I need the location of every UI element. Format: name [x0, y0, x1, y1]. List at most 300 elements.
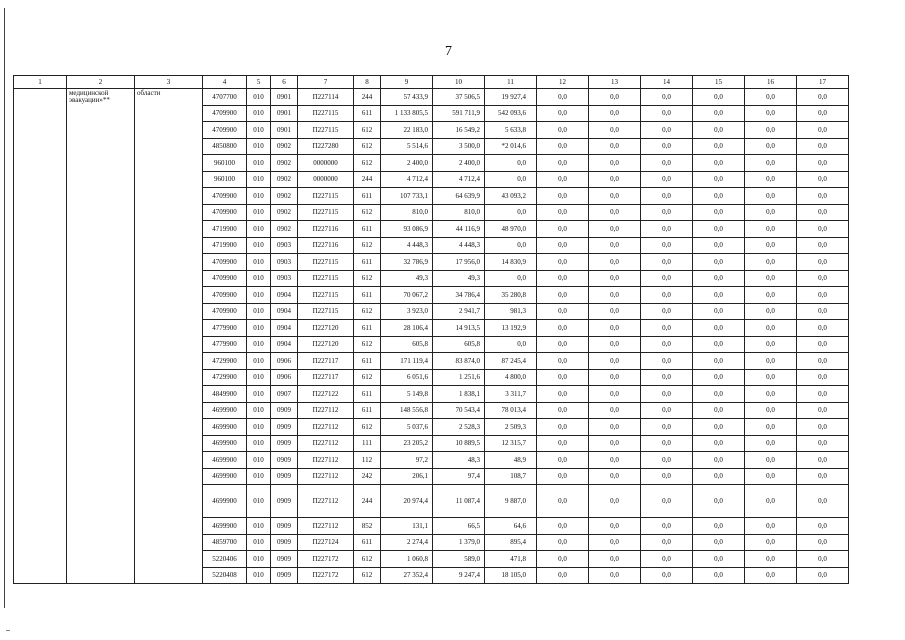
- left-margin-rule: [4, 8, 5, 608]
- table-cell: 0000000: [298, 171, 354, 188]
- table-cell: 0,0: [537, 353, 589, 370]
- table-cell: 244: [354, 89, 381, 106]
- table-cell: 0,0: [745, 221, 797, 238]
- table-cell: 18 105,0: [485, 567, 537, 584]
- table-cell: П227112: [298, 452, 354, 469]
- table-cell: 17 956,0: [433, 254, 485, 271]
- table-cell: 010: [247, 204, 271, 221]
- table-cell: 0909: [271, 551, 298, 568]
- table-cell: 4849900: [203, 386, 247, 403]
- table-cell: 4709900: [203, 270, 247, 287]
- table-cell: 66,5: [433, 518, 485, 535]
- table-cell: 0,0: [485, 237, 537, 254]
- table-cell: 960100: [203, 155, 247, 172]
- table-cell: 471,8: [485, 551, 537, 568]
- table-cell: 4699900: [203, 485, 247, 518]
- table-cell: 0902: [271, 155, 298, 172]
- table-cell: 010: [247, 105, 271, 122]
- table-cell: 0909: [271, 452, 298, 469]
- table-cell: 010: [247, 551, 271, 568]
- table-cell: 12 315,7: [485, 435, 537, 452]
- table-cell: 0901: [271, 105, 298, 122]
- table-cell: 0,0: [537, 105, 589, 122]
- table-cell: 0,0: [641, 452, 693, 469]
- table-cell: 612: [354, 567, 381, 584]
- table-cell: 27 352,4: [381, 567, 433, 584]
- table-cell: 13 192,9: [485, 320, 537, 337]
- table-cell: 0,0: [485, 171, 537, 188]
- table-cell: 48,9: [485, 452, 537, 469]
- table-cell: 0,0: [537, 435, 589, 452]
- table-cell: 0,0: [537, 122, 589, 139]
- table-cell: 0,0: [589, 534, 641, 551]
- table-cell: 4709900: [203, 287, 247, 304]
- table-cell: 0,0: [589, 155, 641, 172]
- table-cell: 010: [247, 485, 271, 518]
- table-cell: П227115: [298, 287, 354, 304]
- table-cell: 0,0: [693, 452, 745, 469]
- table-cell: 0904: [271, 320, 298, 337]
- table-cell: 0,0: [641, 419, 693, 436]
- table-cell: 0,0: [797, 204, 849, 221]
- table-cell: 4709900: [203, 303, 247, 320]
- table-cell: 0909: [271, 518, 298, 535]
- table-cell: 111: [354, 435, 381, 452]
- table-cell: 23 205,2: [381, 435, 433, 452]
- table-cell: 4699900: [203, 452, 247, 469]
- table-cell: 0,0: [641, 336, 693, 353]
- table-cell: 0907: [271, 386, 298, 403]
- table-cell: 0,0: [537, 551, 589, 568]
- table-cell: 11 087,4: [433, 485, 485, 518]
- table-cell: 10 889,5: [433, 435, 485, 452]
- table-cell: П227116: [298, 221, 354, 238]
- table-cell: 0,0: [641, 171, 693, 188]
- table-cell: 612: [354, 419, 381, 436]
- table-cell: 0,0: [641, 188, 693, 205]
- cell-col1: [14, 89, 67, 584]
- table-cell: 0,0: [745, 270, 797, 287]
- table-cell: 0,0: [589, 353, 641, 370]
- table-cell: 0,0: [641, 122, 693, 139]
- table-cell: 0903: [271, 270, 298, 287]
- cell-col2-name: медицинской эвакуации»**: [67, 89, 135, 584]
- table-cell: 612: [354, 303, 381, 320]
- table-cell: 010: [247, 254, 271, 271]
- table-cell: 0,0: [589, 105, 641, 122]
- table-cell: 112: [354, 452, 381, 469]
- table-cell: 0,0: [745, 402, 797, 419]
- table-cell: 0,0: [693, 336, 745, 353]
- column-header: 1: [14, 76, 67, 89]
- column-header: 12: [537, 76, 589, 89]
- table-cell: 242: [354, 468, 381, 485]
- table-cell: 010: [247, 534, 271, 551]
- table-cell: 0,0: [745, 518, 797, 535]
- table-cell: 0909: [271, 534, 298, 551]
- table-cell: 70 067,2: [381, 287, 433, 304]
- table-cell: 0,0: [641, 518, 693, 535]
- table-cell: 0,0: [797, 188, 849, 205]
- table-cell: 0,0: [693, 89, 745, 106]
- budget-table: [13, 75, 849, 584]
- table-cell: 2 274,4: [381, 534, 433, 551]
- table-cell: 0,0: [537, 221, 589, 238]
- table-cell: 0,0: [797, 402, 849, 419]
- table-cell: 4779900: [203, 336, 247, 353]
- table-cell: 4719900: [203, 221, 247, 238]
- table-cell: 4709900: [203, 188, 247, 205]
- table-cell: 010: [247, 155, 271, 172]
- table-cell: 0,0: [641, 353, 693, 370]
- table-cell: 0902: [271, 138, 298, 155]
- table-cell: 010: [247, 89, 271, 106]
- table-cell: 0,0: [693, 122, 745, 139]
- table-cell: 37 506,5: [433, 89, 485, 106]
- table-cell: 611: [354, 105, 381, 122]
- table-cell: 542 093,6: [485, 105, 537, 122]
- table-cell: 0,0: [589, 567, 641, 584]
- table-cell: 0,0: [797, 171, 849, 188]
- table-cell: 0,0: [641, 567, 693, 584]
- table-cell: 70 543,4: [433, 402, 485, 419]
- table-cell: 0,0: [745, 369, 797, 386]
- table-cell: 0,0: [797, 105, 849, 122]
- table-cell: 244: [354, 485, 381, 518]
- table-cell: 0903: [271, 254, 298, 271]
- table-cell: 107 733,1: [381, 188, 433, 205]
- table-cell: 4707700: [203, 89, 247, 106]
- table-cell: 0904: [271, 287, 298, 304]
- table-cell: П227120: [298, 320, 354, 337]
- table-cell: 4 800,0: [485, 369, 537, 386]
- table-cell: 2 400,0: [433, 155, 485, 172]
- table-cell: 612: [354, 270, 381, 287]
- table-cell: 5220408: [203, 567, 247, 584]
- table-cell: 0902: [271, 221, 298, 238]
- table-cell: 0,0: [537, 468, 589, 485]
- table-cell: 0,0: [589, 287, 641, 304]
- table-cell: 0,0: [745, 320, 797, 337]
- table-cell: 010: [247, 386, 271, 403]
- table-cell: 0,0: [797, 336, 849, 353]
- table-cell: 0,0: [641, 204, 693, 221]
- table-cell: 010: [247, 518, 271, 535]
- table-cell: 0,0: [693, 551, 745, 568]
- table-cell: 0,0: [797, 89, 849, 106]
- table-cell: 612: [354, 551, 381, 568]
- table-cell: П227115: [298, 188, 354, 205]
- table-cell: 611: [354, 320, 381, 337]
- table-cell: 589,0: [433, 551, 485, 568]
- table-cell: 4729900: [203, 369, 247, 386]
- table-cell: 9 247,4: [433, 567, 485, 584]
- column-header: 3: [135, 76, 203, 89]
- table-cell: 4 448,3: [433, 237, 485, 254]
- table-cell: 0,0: [693, 287, 745, 304]
- table-cell: 605,8: [381, 336, 433, 353]
- table-cell: 0,0: [745, 105, 797, 122]
- table-cell: 0,0: [745, 89, 797, 106]
- table-cell: 0,0: [797, 452, 849, 469]
- table-cell: 57 433,9: [381, 89, 433, 106]
- table-cell: 0904: [271, 336, 298, 353]
- table-cell: 0,0: [693, 155, 745, 172]
- table-cell: 0,0: [693, 237, 745, 254]
- table-cell: 0,0: [745, 138, 797, 155]
- table-cell: 0,0: [641, 254, 693, 271]
- table-cell: 611: [354, 534, 381, 551]
- table-cell: П227124: [298, 534, 354, 551]
- table-cell: 4 448,3: [381, 237, 433, 254]
- table-cell: 0,0: [589, 336, 641, 353]
- table-cell: 0,0: [641, 287, 693, 304]
- table-cell: 0,0: [745, 452, 797, 469]
- table-cell: 0,0: [797, 468, 849, 485]
- table-cell: 2 941,7: [433, 303, 485, 320]
- table-cell: 0,0: [589, 320, 641, 337]
- table-cell: 010: [247, 270, 271, 287]
- table-cell: 0,0: [797, 122, 849, 139]
- table-cell: 0,0: [797, 303, 849, 320]
- table-cell: 1 133 805,5: [381, 105, 433, 122]
- table-cell: 4719900: [203, 237, 247, 254]
- table-cell: 611: [354, 386, 381, 403]
- table-cell: 0903: [271, 237, 298, 254]
- table-cell: 010: [247, 188, 271, 205]
- table-cell: 0,0: [641, 485, 693, 518]
- table-cell: 895,4: [485, 534, 537, 551]
- table-cell: 010: [247, 567, 271, 584]
- table-cell: 4729900: [203, 353, 247, 370]
- table-cell: П227115: [298, 204, 354, 221]
- table-cell: 0909: [271, 485, 298, 518]
- table-cell: 0,0: [589, 468, 641, 485]
- table-cell: 4699900: [203, 402, 247, 419]
- table-cell: 0,0: [693, 320, 745, 337]
- table-cell: 2 528,3: [433, 419, 485, 436]
- table-cell: 93 086,9: [381, 221, 433, 238]
- table-cell: П227116: [298, 237, 354, 254]
- table-cell: 612: [354, 336, 381, 353]
- table-cell: 1 251,6: [433, 369, 485, 386]
- table-cell: П227112: [298, 468, 354, 485]
- table-cell: 981,3: [485, 303, 537, 320]
- table-cell: 0,0: [797, 419, 849, 436]
- table-cell: 852: [354, 518, 381, 535]
- table-cell: 0,0: [745, 188, 797, 205]
- table-cell: 44 116,9: [433, 221, 485, 238]
- table-cell: 010: [247, 353, 271, 370]
- table-cell: 0,0: [537, 369, 589, 386]
- table-cell: 19 927,4: [485, 89, 537, 106]
- table-cell: 0,0: [693, 402, 745, 419]
- column-header: 10: [433, 76, 485, 89]
- table-cell: 0,0: [797, 551, 849, 568]
- table-cell: 0,0: [693, 419, 745, 436]
- table-cell: 010: [247, 303, 271, 320]
- table-cell: 32 786,9: [381, 254, 433, 271]
- table-cell: 0,0: [589, 402, 641, 419]
- table-cell: 0,0: [537, 237, 589, 254]
- table-cell: 35 280,8: [485, 287, 537, 304]
- table-cell: 0,0: [641, 221, 693, 238]
- table-cell: 0,0: [693, 534, 745, 551]
- table-cell: 0,0: [693, 188, 745, 205]
- table-cell: 4699900: [203, 435, 247, 452]
- table-cell: 0,0: [797, 287, 849, 304]
- table-cell: 0,0: [589, 518, 641, 535]
- table-cell: 0,0: [589, 452, 641, 469]
- table-cell: 0,0: [589, 204, 641, 221]
- table-cell: 0,0: [589, 419, 641, 436]
- table-cell: 3 500,0: [433, 138, 485, 155]
- table-cell: 48 970,0: [485, 221, 537, 238]
- table-cell: 0,0: [589, 485, 641, 518]
- table-cell: 0,0: [589, 254, 641, 271]
- table-cell: 0,0: [693, 105, 745, 122]
- table-cell: 0,0: [641, 435, 693, 452]
- table-cell: П227112: [298, 419, 354, 436]
- table-cell: 0,0: [797, 155, 849, 172]
- table-cell: 0,0: [641, 320, 693, 337]
- column-header: 7: [298, 76, 354, 89]
- table-cell: 0,0: [589, 188, 641, 205]
- table-cell: П227280: [298, 138, 354, 155]
- table-cell: 0,0: [537, 155, 589, 172]
- table-cell: 0,0: [537, 287, 589, 304]
- table-cell: 0,0: [641, 105, 693, 122]
- table-cell: 0,0: [589, 270, 641, 287]
- table-cell: 3 923,0: [381, 303, 433, 320]
- table-cell: П227112: [298, 402, 354, 419]
- table-cell: 0,0: [537, 89, 589, 106]
- column-header: 13: [589, 76, 641, 89]
- table-cell: *2 014,6: [485, 138, 537, 155]
- table-cell: 0,0: [589, 435, 641, 452]
- table-cell: 244: [354, 171, 381, 188]
- table-cell: 611: [354, 287, 381, 304]
- table-cell: 4709900: [203, 122, 247, 139]
- table-cell: 1 379,0: [433, 534, 485, 551]
- table-cell: 0,0: [745, 122, 797, 139]
- table-cell: 010: [247, 336, 271, 353]
- table-cell: 0,0: [693, 254, 745, 271]
- table-cell: П227112: [298, 518, 354, 535]
- table-cell: 2 509,3: [485, 419, 537, 436]
- table-cell: 0904: [271, 303, 298, 320]
- table-cell: 0,0: [589, 386, 641, 403]
- table-cell: 0,0: [537, 518, 589, 535]
- column-header: 8: [354, 76, 381, 89]
- table-cell: 4699900: [203, 468, 247, 485]
- table-cell: 48,3: [433, 452, 485, 469]
- table-cell: 0,0: [693, 485, 745, 518]
- table-cell: 612: [354, 122, 381, 139]
- column-header: 6: [271, 76, 298, 89]
- table-cell: 0902: [271, 204, 298, 221]
- table-cell: 0,0: [797, 353, 849, 370]
- table-cell: 0,0: [693, 567, 745, 584]
- table-cell: 3 311,7: [485, 386, 537, 403]
- table-cell: 0,0: [485, 336, 537, 353]
- table-cell: 0,0: [797, 320, 849, 337]
- column-header: 15: [693, 76, 745, 89]
- table-cell: 4709900: [203, 105, 247, 122]
- table-cell: 0,0: [537, 567, 589, 584]
- table-cell: 0906: [271, 353, 298, 370]
- table-cell: 0,0: [537, 270, 589, 287]
- table-cell: 0,0: [693, 468, 745, 485]
- table-cell: 0,0: [797, 138, 849, 155]
- table-cell: П227172: [298, 551, 354, 568]
- table-cell: 0,0: [641, 303, 693, 320]
- table-cell: 0,0: [589, 171, 641, 188]
- corner-mark: [6, 630, 10, 631]
- table-cell: 0,0: [537, 303, 589, 320]
- table-cell: 108,7: [485, 468, 537, 485]
- table-cell: 0,0: [537, 336, 589, 353]
- table-cell: 0909: [271, 567, 298, 584]
- table-cell: 0,0: [537, 188, 589, 205]
- table-cell: 0,0: [641, 386, 693, 403]
- table-cell: 0000000: [298, 155, 354, 172]
- table-cell: 4850800: [203, 138, 247, 155]
- table-cell: 0,0: [537, 485, 589, 518]
- table-cell: 611: [354, 402, 381, 419]
- table-cell: 0,0: [641, 551, 693, 568]
- table-cell: 0,0: [797, 534, 849, 551]
- table-cell: 28 106,4: [381, 320, 433, 337]
- table-cell: 0,0: [745, 485, 797, 518]
- table-cell: 010: [247, 452, 271, 469]
- table-cell: 78 013,4: [485, 402, 537, 419]
- table-cell: 0,0: [745, 419, 797, 436]
- table-cell: 0,0: [641, 402, 693, 419]
- table-cell: 960100: [203, 171, 247, 188]
- table-cell: 0902: [271, 171, 298, 188]
- table-cell: П227115: [298, 105, 354, 122]
- table-cell: 0,0: [641, 138, 693, 155]
- table-cell: 0906: [271, 369, 298, 386]
- table-cell: 0,0: [797, 369, 849, 386]
- table-cell: 0,0: [797, 386, 849, 403]
- table-cell: 605,8: [433, 336, 485, 353]
- table-cell: 0,0: [693, 171, 745, 188]
- table-cell: П227115: [298, 270, 354, 287]
- table-cell: 0,0: [485, 270, 537, 287]
- table-cell: 0,0: [537, 452, 589, 469]
- table-cell: 0,0: [485, 204, 537, 221]
- table-cell: 4709900: [203, 204, 247, 221]
- table-cell: 0901: [271, 122, 298, 139]
- table-cell: 0,0: [589, 89, 641, 106]
- table-cell: 612: [354, 237, 381, 254]
- table-cell: 0,0: [693, 353, 745, 370]
- table-cell: П227112: [298, 485, 354, 518]
- table-cell: 0,0: [537, 320, 589, 337]
- table-cell: 4779900: [203, 320, 247, 337]
- table-cell: 0,0: [589, 221, 641, 238]
- table-cell: 49,3: [433, 270, 485, 287]
- header-row: [14, 76, 849, 89]
- table-cell: 0,0: [693, 386, 745, 403]
- table-cell: 20 974,4: [381, 485, 433, 518]
- table-cell: 611: [354, 221, 381, 238]
- column-header: 4: [203, 76, 247, 89]
- table-cell: 16 549,2: [433, 122, 485, 139]
- table-cell: 0,0: [641, 237, 693, 254]
